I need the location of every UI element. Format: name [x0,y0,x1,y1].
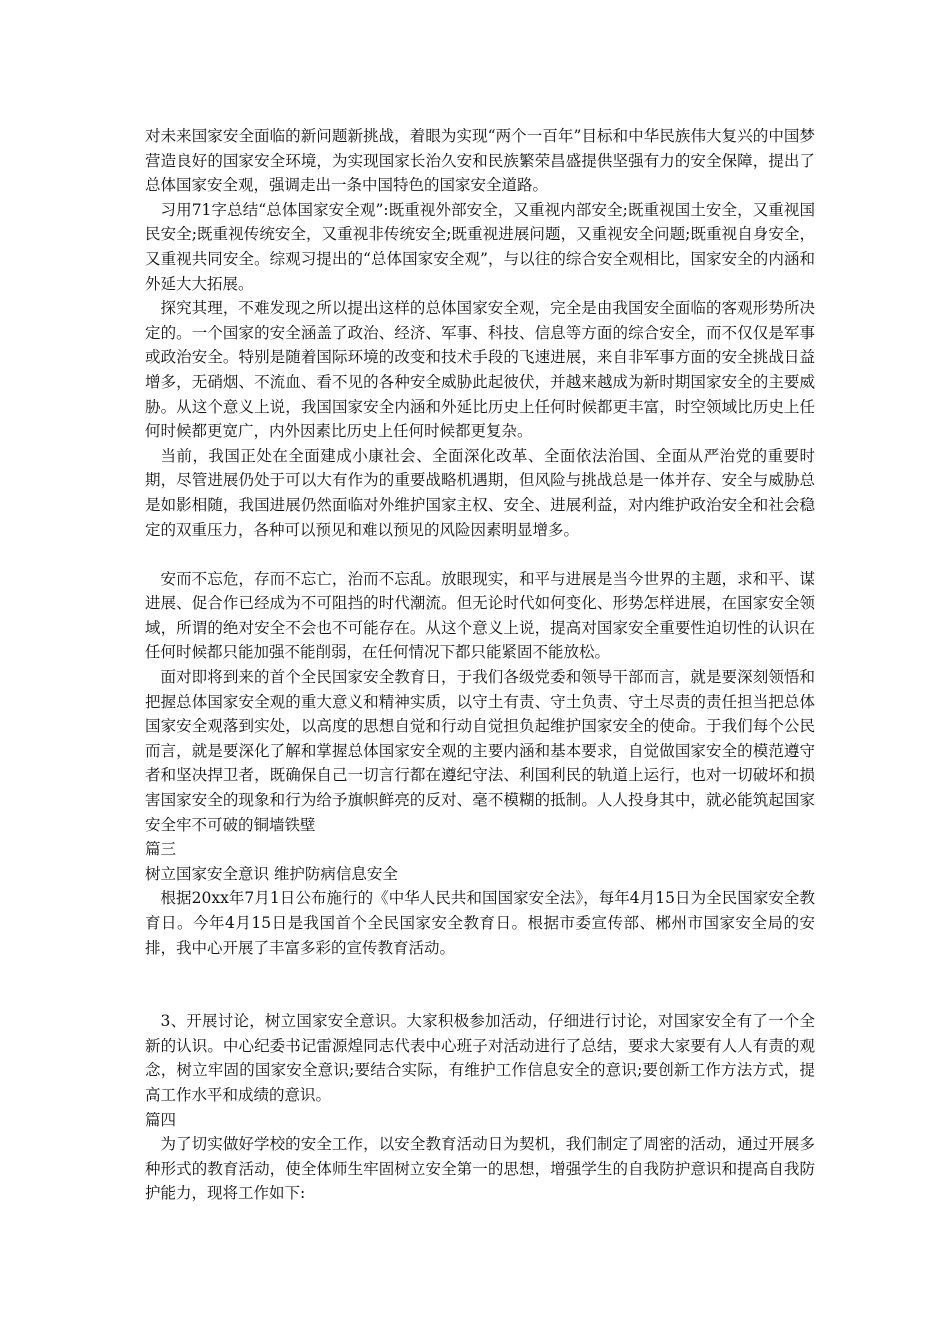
paragraph-8: 3、开展讨论，树立国家安全意识。大家积极参加活动，仔细进行讨论，对国家安全有了一个全新的认识。中心纪委书记雷源煌同志代表中心班子对活动进行了总结，要求大家要有人人有责的观念，树立牢固的国家安全意识;要结合实际，有维护工作信息安全的意识;要创新工作方法方式，提高工作水平和成绩的意识。 [145,1012,815,1104]
paragraph-1: 对未来国家安全面临的新问题新挑战，着眼为实现“两个一百年”目标和中华民族伟大复兴的中国梦营造良好的国家安全环境，为实现国家长治久安和民族繁荣昌盛提供坚强有力的安全保障，提出了总体国家安全观，强调走出一条中国特色的国家安全道路。 [145,127,815,195]
paragraph-6: 面对即将到来的首个全民国家安全教育日，于我们各级党委和领导干部而言，就是要深刻领悟和把握总体国家安全观的重大意义和精神实质，以守土有责、守土负责、守土尽责的责任担当把总体国家安全观落到实处，以高度的思想自觉和行动自觉担负起维护国家安全的使命。于我们每个公民而言，就是要深化了解和掌握总体国家安全观的主要内涵和基本要求，自觉做国家安全的模范遵守者和坚决捍卫者，既确保自己一切言行都在遵纪守法、利国利民的轨道上运行，也对一切破坏和损害国家安全的现象和行为给予旗帜鲜亮的反对、毫不模糊的抵制。人人投身其中，就必能筑起国家安全牢不可破的铜墙铁壁 [145,668,815,834]
paragraph-4: 当前，我国正处在全面建成小康社会、全面深化改革、全面依法治国、全面从严治党的重要时期，尽管进展仍处于可以大有作为的重要战略机遇期，但风险与挑战总是一体并存、安全与威胁总是如影相随，我国进展仍然面临对外维护国家主权、安全、进展利益，对内维护政治安全和社会稳定的双重压力，各种可以预见和难以预见的风险因素明显增多。 [145,446,815,539]
paragraph-9: 为了切实做好学校的安全工作，以安全教育活动日为契机，我们制定了周密的活动，通过开展多种形式的教育活动，使全体师生牢固树立安全第一的思想，增强学生的自我防护意识和提高自我防护能力，现将工作如下: [145,1135,815,1203]
spacer [145,960,815,1009]
section-heading-3: 篇三 [145,840,177,859]
paragraph-7: 根据20xx年7月1日公布施行的《中华人民共和国国家安全法》，每年4月15日为全民国家安全教育日。今年4月15日是我国首个全民国家安全教育日。根据市委宣传部、郴州市国家安全局的安排，我中心开展了丰富多彩的宣传教育活动。 [145,889,815,957]
spacer [145,542,815,567]
paragraph-2: 习用71字总结“总体国家安全观”:既重视外部安全，又重视内部安全;既重视国土安全，又重视国民安全;既重视传统安全，又重视非传统安全;既重视进展问题，又重视安全问题;既重视自身安全，又重视共同安全。综观习提出的“总体国家安全观”，与以往的综合安全观相比，国家安全的内涵和外延大大拓展。 [145,200,815,293]
paragraph-3: 探究其理，不难发现之所以提出这样的总体国家安全观，完全是由我国安全面临的客观形势所决定的。一个国家的安全涵盖了政治、经济、军事、科技、信息等方面的综合安全，而不仅仅是军事或政治安全。特别是随着国际环境的改变和技术手段的飞速进展，来自非军事方面的安全挑战日益增多，无硝烟、不流血、看不见的各种安全威胁此起彼伏，并越来越成为新时期国家安全的主要威胁。从这个意义上说，我国国家安全内涵和外延比历史上任何时候都更丰富，时空领域比历史上任何时候都更宽广，内外因素比历史上任何时候都更复杂。 [145,299,815,441]
section-title-3: 树立国家安全意识 维护防病信息安全 [145,864,398,883]
paragraph-5: 安而不忘危，存而不忘亡，治而不忘乱。放眼现实，和平与进展是当今世界的主题，求和平、谋进展、促合作已经成为不可阻挡的时代潮流。但无论时代如何变化、形势怎样进展，在国家安全领域，所谓的绝对安全不会也不可能存在。从这个意义上说，提高对国家安全重要性迫切性的认识在任何时候都只能加强不能削弱，在任何情况下都只能紧固不能放松。 [145,569,815,662]
document-body [145,124,815,1206]
section-heading-4: 篇四 [145,1110,177,1129]
